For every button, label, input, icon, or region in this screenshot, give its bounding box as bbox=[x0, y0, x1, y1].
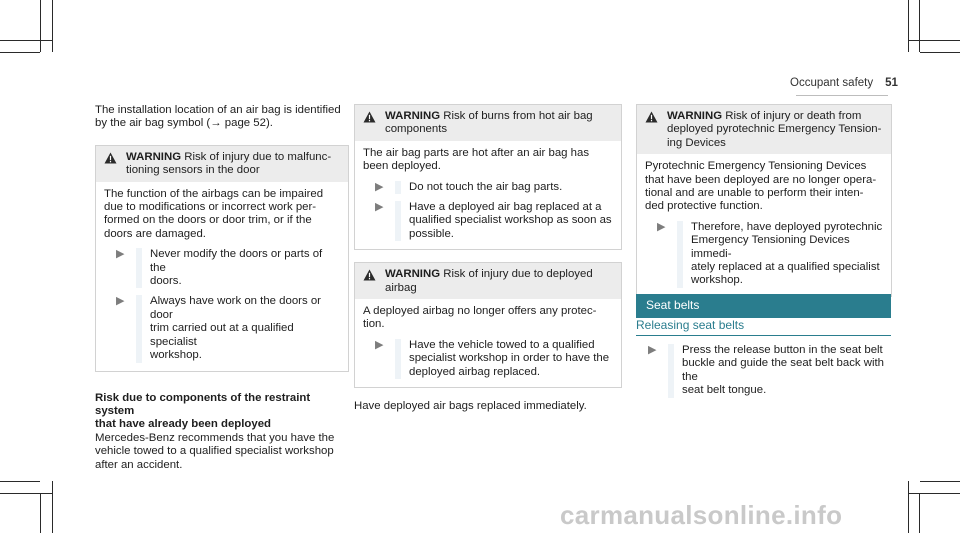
warning-title: WARNING Risk of injury due to deployed airbag bbox=[385, 268, 593, 294]
warning-text: The function of the airbags can be impaired due to modifications or incorrect work per- formed on the doors or door trim, or if the doors are damaged. bbox=[104, 187, 324, 240]
triangle-right-icon: ▶ bbox=[116, 248, 125, 261]
crop-mark bbox=[0, 40, 52, 41]
seat-belt-steps bbox=[636, 337, 892, 398]
step-item: ▶ Therefore, have deployed pyrotechnic Emergency Tensioning Devices immedi- ately replaced at a qualified specialist workshop. bbox=[645, 221, 883, 288]
triangle-right-icon: ▶ bbox=[375, 180, 384, 193]
warning-box-burns bbox=[354, 104, 622, 250]
crop-mark bbox=[40, 0, 41, 52]
warning-label: WARNING bbox=[385, 110, 441, 122]
crop-mark bbox=[0, 493, 52, 494]
warning-title: WARNING Risk of burns from hot air bag components bbox=[385, 110, 593, 136]
column-left bbox=[95, 104, 351, 472]
warning-title: WARNING Risk of injury or death from deployed pyrotechnic Emergency Tension- ing Devices bbox=[667, 110, 882, 149]
warning-text: The air bag parts are hot after an air bag has been deployed. bbox=[363, 146, 590, 173]
warning-text: Pyrotechnic Emergency Tensioning Devices that have been deployed are no longer opera- tional and are unable to perform their inten- ded protective function. bbox=[645, 160, 877, 213]
warning-title: WARNING Risk of injury due to malfunc- tioning sensors in the door bbox=[126, 150, 332, 177]
crop-mark bbox=[52, 0, 53, 52]
warning-text: A deployed airbag no longer offers any protec- tion. bbox=[363, 305, 597, 331]
step-item: ▶ Press the release button in the seat belt buckle and guide the seat belt back with the seat belt tongue. bbox=[636, 344, 892, 398]
triangle-right-icon: ▶ bbox=[375, 338, 384, 351]
step-item: ▶ Never modify the doors or parts of the doors. bbox=[104, 248, 340, 288]
warning-body bbox=[637, 154, 891, 296]
header-rule bbox=[796, 95, 888, 96]
crop-mark bbox=[0, 52, 40, 53]
warning-box-deployed-airbag bbox=[354, 262, 622, 388]
warning-triangle-icon bbox=[645, 110, 667, 150]
warning-label: WARNING bbox=[126, 150, 182, 163]
paragraph-towing: Mercedes-Benz recommends that you have the vehicle towed to a qualified specialist workshop after an accident. bbox=[95, 431, 335, 471]
warning-header bbox=[637, 105, 891, 154]
crop-mark bbox=[919, 493, 920, 533]
intro-text: The installation location of an air bag is identified by the air bag symbol (→ page 52). bbox=[95, 104, 341, 130]
paragraph-replace: Have deployed air bags replaced immediately. bbox=[354, 400, 587, 413]
warning-triangle-icon bbox=[363, 268, 385, 295]
watermark: carmanualsonline.info bbox=[560, 500, 843, 530]
triangle-right-icon: ▶ bbox=[116, 295, 125, 308]
warning-body bbox=[96, 182, 348, 371]
triangle-right-icon: ▶ bbox=[375, 201, 384, 214]
step-item: ▶ Have a deployed air bag replaced at a qualified specialist workshop as soon as possible. bbox=[363, 201, 613, 241]
warning-box-pyrotechnic bbox=[636, 104, 892, 297]
crop-mark bbox=[52, 481, 53, 533]
warning-header bbox=[96, 146, 348, 182]
section-title-seat-belts: Seat belts bbox=[636, 294, 891, 318]
crop-mark bbox=[908, 0, 909, 52]
subheading-restraint-system: Risk due to components of the restraint system that have already been deployed bbox=[95, 391, 311, 431]
subsection-title-releasing-seat-belts: Releasing seat belts bbox=[636, 319, 891, 336]
warning-header bbox=[355, 263, 621, 299]
warning-triangle-icon bbox=[363, 110, 385, 137]
crop-mark bbox=[908, 40, 960, 41]
warning-label: WARNING bbox=[385, 268, 441, 281]
column-middle bbox=[354, 104, 610, 414]
column-right bbox=[636, 104, 892, 297]
page-number: 51 bbox=[885, 77, 898, 89]
step-item: ▶ Always have work on the doors or door trim carried out at a qualified specialist workshop. bbox=[104, 295, 340, 362]
crop-mark bbox=[0, 481, 40, 482]
crop-mark bbox=[920, 52, 960, 53]
running-header bbox=[790, 77, 898, 90]
crop-mark bbox=[919, 0, 920, 52]
crop-mark bbox=[908, 493, 960, 494]
crop-mark bbox=[40, 493, 41, 533]
step-item: ▶ Have the vehicle towed to a qualified specialist workshop in order to have the deployed airbag replaced. bbox=[363, 339, 613, 379]
step-item: ▶ Do not touch the air bag parts. bbox=[363, 181, 613, 194]
triangle-right-icon: ▶ bbox=[648, 344, 657, 356]
warning-label: WARNING bbox=[667, 110, 723, 122]
warning-header bbox=[355, 105, 621, 141]
warning-body bbox=[355, 299, 621, 387]
crop-mark bbox=[908, 481, 909, 533]
warning-box-door-sensors bbox=[95, 145, 349, 372]
section-name: Occupant safety bbox=[790, 77, 874, 89]
triangle-right-icon: ▶ bbox=[657, 220, 666, 233]
warning-triangle-icon bbox=[104, 151, 126, 178]
warning-body bbox=[355, 141, 621, 249]
crop-mark bbox=[920, 481, 960, 482]
